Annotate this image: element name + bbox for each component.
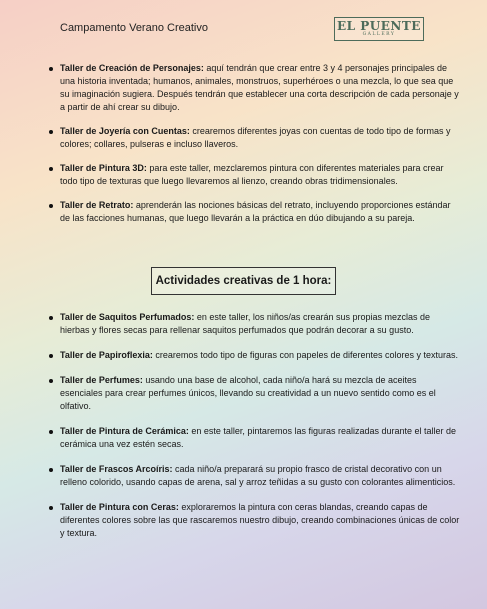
logo-sub-text: GALLERY [362,32,396,37]
list-item [60,425,460,451]
item-name: Taller de Pintura con Ceras: [60,502,179,512]
item-name: Taller de Creación de Personajes: [60,63,204,73]
item-description: exploraremos la pintura con ceras blandas, creando capas de diferentes colores sobre las que rascaremos nuestro dibujo, creando combinaciones únicas de color y textura. [60,502,460,538]
activity-list [45,311,460,552]
document-header-title: Campamento Verano Creativo [60,22,208,34]
item-description: aquí tendrán que crear entre 3 y 4 personajes principales de una historia inventada; humanos, animales, monstruos, superhéroes o una mezcla, lo que sea que su imaginación sugiera. Después tendrán que establecer una corta descripción de cada personaje y a partir de ahí crear su dibujo. [60,63,459,112]
section-heading-box [151,267,336,295]
list-item [60,125,460,151]
item-description: en este taller, pintaremos las figuras realizadas durante el taller de cerámica una vez estén secas. [60,426,457,449]
item-description: en este taller, los niños/as crearán sus propias mezclas de hierbas y flores secas para rellenar saquitos perfumados que podrán decorar a su gusto. [60,312,430,335]
item-name: Taller de Saquitos Perfumados: [60,312,195,322]
list-item [60,199,460,225]
list-item [60,349,460,362]
item-name: Taller de Papiroflexia: [60,350,153,360]
item-name: Taller de Frascos Arcoíris: [60,464,173,474]
list-item [60,501,460,540]
item-name: Taller de Retrato: [60,200,134,210]
item-description: crearemos diferentes joyas con cuentas de todo tipo de formas y colores; collares, pulseras e incluso llaveros. [60,126,451,149]
list-item [60,62,460,114]
item-name: Taller de Pintura 3D: [60,163,147,173]
list-item [60,463,460,489]
list-item [60,162,460,188]
logo-main-text: EL PUENTE [337,19,421,33]
list-item [60,311,460,337]
list-item [60,374,460,413]
item-name: Taller de Pintura de Cerámica: [60,426,189,436]
workshop-list [45,62,460,236]
section-heading: Actividades creativas de 1 hora: [155,275,332,287]
item-name: Taller de Joyería con Cuentas: [60,126,190,136]
item-description: aprenderán las nociones básicas del retrato, incluyendo proporciones estándar de las facciones humanas, que luego llevarán a la práctica en dúo dibujando a su pareja. [60,200,451,223]
item-description: para este taller, mezclaremos pintura con diferentes materiales para crear todo tipo de texturas que luego llevaremos al lienzo, creando obras tridimensionales. [60,163,444,186]
el-puente-gallery-logo [334,17,424,41]
item-description: crearemos todo tipo de figuras con papeles de diferentes colores y texturas. [152,350,459,360]
item-description: usando una base de alcohol, cada niño/a hará su mezcla de aceites esenciales para crear perfumes únicos, llevando su creatividad a un nuevo sentido como es el olfativo. [60,375,436,411]
item-name: Taller de Perfumes: [60,375,143,385]
item-description: cada niño/a preparará su propio frasco de cristal decorativo con un relleno colorido, usando capas de arena, sal y arroz teñidas a su gusto con colorantes alimenticios. [60,464,456,487]
